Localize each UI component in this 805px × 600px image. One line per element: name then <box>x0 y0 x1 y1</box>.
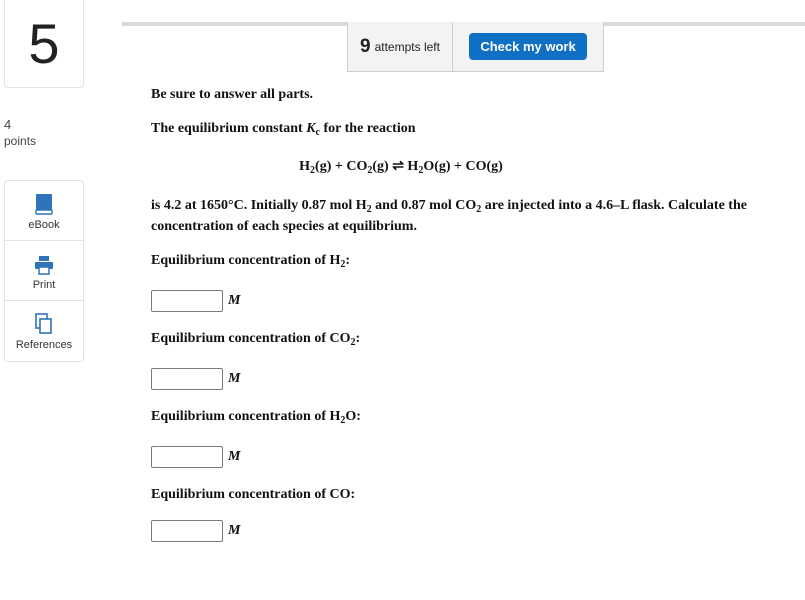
question-number: 5 <box>28 11 60 75</box>
instruction-text: Be sure to answer all parts. <box>151 87 314 102</box>
book-icon <box>35 191 53 215</box>
answer-input-h2[interactable] <box>151 290 223 312</box>
ebook-button[interactable] <box>5 181 83 241</box>
attempts-count: 9 <box>360 35 371 57</box>
references-button[interactable] <box>5 301 83 361</box>
check-work-container <box>453 22 604 72</box>
problem-text-line2: concentration of each species at equilibrium. <box>151 219 417 234</box>
answer-label-h2: Equilibrium concentration of $H_2$: <box>151 253 351 270</box>
answer-input-co2[interactable] <box>151 368 223 390</box>
ebook-label: eBook <box>28 218 60 231</box>
attempts-label: attempts left <box>374 39 440 54</box>
references-label: References <box>15 339 73 351</box>
answer-label-co: Equilibrium concentration of CO: <box>151 487 356 502</box>
answer-label-h2o: Equilibrium concentration of $H_2O$: <box>151 409 361 426</box>
print-label: Print <box>32 278 56 291</box>
documents-icon <box>35 311 53 335</box>
unit-label-co2: M <box>228 371 241 386</box>
answer-label-co2: Equilibrium concentration of $CO_2$: <box>151 331 361 348</box>
problem-text-line1: is 4.2 at 1650°C. Initially 0.87 mol $H_2$ and 0.87 mol $CO_2$ are injected into a 4.6–L flask. Calculate the <box>151 198 747 215</box>
attempts-indicator <box>347 22 453 72</box>
printer-icon <box>34 251 54 275</box>
unit-label-h2: M <box>228 293 241 308</box>
check-my-work-button[interactable]: Check my work <box>469 33 586 60</box>
points-label: points <box>4 134 37 148</box>
answer-input-co[interactable] <box>151 520 223 542</box>
intro-text: The equilibrium constant $K_c$ for the reaction <box>151 121 416 138</box>
answer-input-h2o[interactable] <box>151 446 223 468</box>
points-value: 4 <box>4 117 12 132</box>
tools-panel <box>4 180 84 362</box>
reaction-equation: $H_2(g) + CO_2(g)$ ⇌ $H_2O(g) + CO(g)$ <box>299 159 503 176</box>
unit-label-h2o: M <box>228 449 241 464</box>
print-button[interactable] <box>5 241 83 301</box>
unit-label-co: M <box>228 523 241 538</box>
question-number-box <box>4 0 84 88</box>
